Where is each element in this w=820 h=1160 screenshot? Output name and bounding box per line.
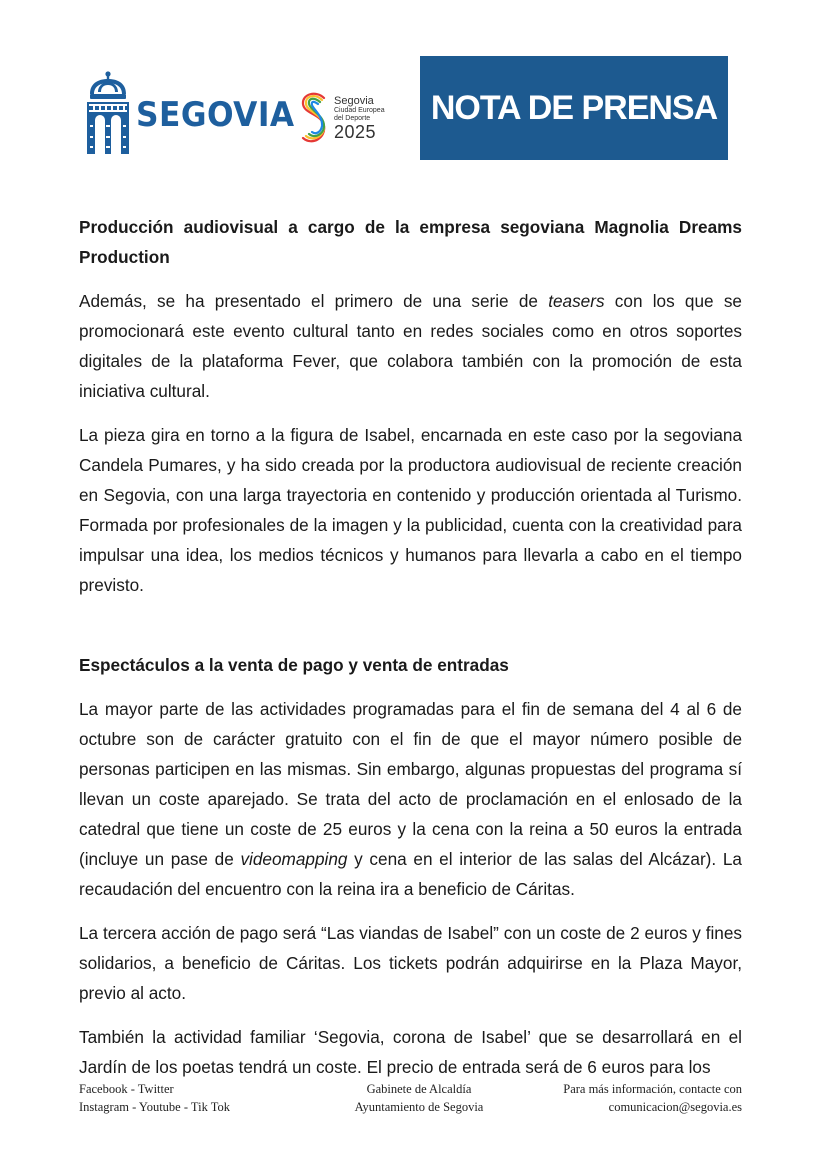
footer-contact-email: comunicacion@segovia.es (608, 1100, 742, 1114)
emphasis-videomapping: videomapping (240, 849, 348, 869)
footer-social (79, 1080, 230, 1116)
footer-office (339, 1080, 499, 1116)
european-sport-city-text (334, 96, 414, 142)
paragraph: La tercera acción de pago será “Las viandas de Isabel” con un coste de 2 euros y fines solidarios, a beneficio de Cáritas. Los tickets podrán adquirirse en la Plaza Mayor, previo al acto. (79, 923, 742, 1003)
page-footer (79, 1080, 742, 1120)
section-heading-tickets: Espectáculos a la venta de pago y venta de entradas (79, 655, 509, 675)
press-release-title: NOTA DE PRENSA (430, 88, 718, 127)
press-release-banner (420, 56, 728, 160)
event-city: Segovia (334, 95, 374, 107)
emphasis-teasers: teasers (548, 291, 605, 311)
event-year: 2025 (334, 122, 377, 142)
european-sport-city-s-logo (298, 90, 330, 148)
event-subtitle-2: del Deporte (334, 115, 371, 122)
footer-office-line-1: Gabinete de Alcaldía (366, 1082, 472, 1096)
footer-contact (563, 1080, 742, 1116)
segovia-crest-logo (84, 70, 132, 156)
footer-social-line-1: Facebook - Twitter (79, 1082, 174, 1096)
section-heading-production: Producción audiovisual a cargo de la empresa segoviana Magnolia Dreams Production (79, 217, 742, 267)
paragraph: También la actividad familiar ‘Segovia, corona de Isabel’ que se desarrollará en el Jardín de los poetas tendrá un coste. El precio de entrada será de 6 euros para los (79, 1027, 742, 1077)
paragraph: Además, se ha presentado el primero de una serie de teasers con los que se promocionará este evento cultural tanto en redes sociales como en otros soportes digitales de la plataforma Fever, que colabora también con la promoción de esta iniciativa cultural. (79, 291, 742, 401)
segovia-brand-text: SEGOVIA (136, 95, 295, 135)
footer-social-line-2: Instagram - Youtube - Tik Tok (79, 1100, 230, 1114)
event-subtitle-1: Ciudad Europea (334, 107, 385, 114)
paragraph: La mayor parte de las actividades programadas para el fin de semana del 4 al 6 de octubre son de carácter gratuito con el fin de que el mayor número posible de personas participen en las mismas. Sin embargo, algunas propuestas del programa sí llevan un coste aparejado. Se trata del acto de proclamación en el enlosado de la catedral que tiene un coste de 25 euros y la cena con la reina a 50 euros la entrada (incluye un pase de videomapping y cena en el interior de las salas del Alcázar). La recaudación del encuentro con la reina ira a beneficio de Cáritas. (79, 699, 742, 899)
article-body (79, 212, 742, 1096)
footer-contact-line-1: Para más información, contacte con (563, 1082, 742, 1096)
paragraph: La pieza gira en torno a la figura de Isabel, encarnada en este caso por la segoviana Candela Pumares, y ha sido creada por la productora audiovisual de reciente creación en Segovia, con una larga trayectoria en contenido y producción orientada al Turismo. Formada por profesionales de la imagen y la publicidad, cuenta con la creatividad para impulsar una idea, los medios técnicos y humanos para llevarla a cabo en el tiempo previsto. (79, 425, 742, 595)
footer-office-line-2: Ayuntamiento de Segovia (354, 1100, 484, 1114)
page-header (0, 0, 820, 170)
